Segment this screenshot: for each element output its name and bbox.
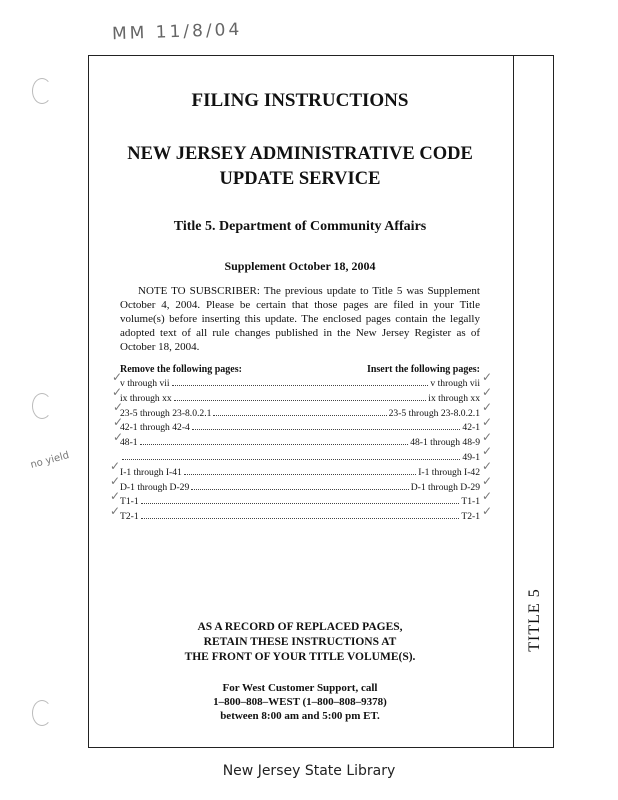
library-stamp: New Jersey State Library bbox=[222, 763, 396, 779]
list-row bbox=[120, 378, 480, 393]
checkmark-icon: ✓ bbox=[482, 489, 493, 503]
remove-pages: T1-1 bbox=[120, 496, 139, 508]
dot-leader bbox=[172, 385, 429, 386]
punch-hole-bottom bbox=[32, 700, 52, 726]
checkmark-icon: ✓ bbox=[482, 444, 493, 458]
support-line1: For West Customer Support, call bbox=[222, 682, 378, 694]
supplement-date: Supplement October 18, 2004 bbox=[224, 259, 376, 273]
insert-pages: T2-1 bbox=[461, 511, 480, 523]
remove-pages: 23-5 through 23-8.0.2.1 bbox=[120, 407, 212, 419]
insert-pages: T1-1 bbox=[461, 496, 480, 508]
margin-handwritten-note: no yield bbox=[29, 450, 71, 471]
checkmark-icon: ✓ bbox=[112, 370, 123, 384]
checkmark-icon: ✓ bbox=[482, 459, 493, 473]
checkmark-icon: ✓ bbox=[482, 474, 493, 488]
code-title-line1: NEW JERSEY ADMINISTRATIVE CODE bbox=[127, 144, 473, 164]
checkmark-icon: ✓ bbox=[482, 415, 493, 429]
list-row bbox=[120, 422, 480, 437]
insert-pages: 49-1 bbox=[462, 451, 480, 463]
checkmark-icon: ✓ bbox=[482, 504, 493, 518]
retain-line1: AS A RECORD OF REPLACED PAGES, bbox=[197, 621, 403, 633]
remove-pages: D-1 through D-29 bbox=[120, 481, 190, 493]
remove-header: Remove the following pages: bbox=[120, 364, 242, 375]
remove-pages: I-1 through I-41 bbox=[120, 466, 182, 478]
page-list-header bbox=[120, 364, 480, 375]
list-row bbox=[120, 482, 480, 497]
page-title: FILING INSTRUCTIONS bbox=[191, 90, 409, 111]
dot-leader bbox=[192, 429, 461, 430]
checkmark-icon: ✓ bbox=[113, 430, 124, 444]
page-list bbox=[120, 378, 480, 526]
dot-leader bbox=[140, 444, 409, 445]
code-title-line2: UPDATE SERVICE bbox=[219, 169, 381, 189]
checkmark-icon: ✓ bbox=[482, 385, 493, 399]
checkmark-icon: ✓ bbox=[482, 400, 493, 414]
insert-pages: 48-1 through 48-9 bbox=[410, 437, 480, 449]
punch-hole-top bbox=[32, 78, 52, 104]
dot-leader bbox=[213, 415, 386, 416]
insert-pages: 23-5 through 23-8.0.2.1 bbox=[388, 407, 480, 419]
list-row bbox=[120, 452, 480, 467]
insert-header: Insert the following pages: bbox=[366, 364, 480, 375]
insert-pages: 42-1 bbox=[462, 422, 480, 434]
dot-leader bbox=[191, 489, 408, 490]
dot-leader bbox=[122, 459, 460, 460]
insert-pages: v through vii bbox=[430, 378, 480, 389]
insert-pages: I-1 through I-42 bbox=[418, 466, 480, 478]
dot-leader bbox=[184, 474, 416, 475]
checkmark-icon: ✓ bbox=[112, 385, 123, 399]
checkmark-icon: ✓ bbox=[482, 430, 493, 444]
handwritten-initials-date: MM 11/8/04 bbox=[111, 19, 243, 45]
checkmark-icon: ✓ bbox=[113, 415, 124, 429]
checkmark-icon: ✓ bbox=[113, 400, 124, 414]
list-row bbox=[120, 467, 480, 482]
title-tab-label: TITLE 5 bbox=[526, 588, 543, 652]
retain-line2: RETAIN THESE INSTRUCTIONS AT bbox=[203, 636, 397, 648]
subscriber-note: NOTE TO SUBSCRIBER: The previous update to Title 5 was Supplement October 4, 2004. Please be certain that those pages are filed in your Title volume(s) before inserting this update. The enclosed pages contain the legally adopted text of all rule changes published in the New Jersey Register as of October 18, 2004. bbox=[120, 285, 480, 353]
customer-support bbox=[120, 681, 480, 723]
remove-pages: v through vii bbox=[120, 378, 170, 389]
checkmark-icon: ✓ bbox=[110, 489, 121, 503]
checkmark-icon: ✓ bbox=[110, 459, 121, 473]
insert-pages: ix through xx bbox=[428, 392, 480, 404]
support-hours: between 8:00 am and 5:00 pm ET. bbox=[220, 710, 380, 722]
checkmark-icon: ✓ bbox=[482, 370, 493, 384]
remove-pages: 48-1 bbox=[120, 437, 138, 449]
code-title bbox=[120, 142, 480, 192]
retain-instructions bbox=[120, 620, 480, 665]
tab-divider-line bbox=[513, 55, 514, 748]
list-row bbox=[120, 408, 480, 423]
support-phone: 1–800–808–WEST (1–800–808–9378) bbox=[213, 696, 387, 708]
remove-pages: T2-1 bbox=[120, 511, 139, 523]
checkmark-icon: ✓ bbox=[110, 504, 121, 518]
punch-hole-middle bbox=[32, 393, 52, 419]
instructions-content bbox=[120, 90, 480, 526]
title-department: Title 5. Department of Community Affairs bbox=[173, 219, 427, 234]
retain-line3: THE FRONT OF YOUR TITLE VOLUME(S). bbox=[184, 651, 416, 663]
remove-pages: 42-1 through 42-4 bbox=[120, 422, 190, 434]
list-row bbox=[120, 511, 480, 526]
insert-pages: D-1 through D-29 bbox=[410, 481, 480, 493]
list-row bbox=[120, 437, 480, 452]
dot-leader bbox=[141, 518, 460, 519]
list-row bbox=[120, 393, 480, 408]
checkmark-icon: ✓ bbox=[110, 474, 121, 488]
dot-leader bbox=[174, 400, 427, 401]
list-row bbox=[120, 496, 480, 511]
remove-pages: ix through xx bbox=[120, 392, 172, 404]
dot-leader bbox=[141, 503, 460, 504]
